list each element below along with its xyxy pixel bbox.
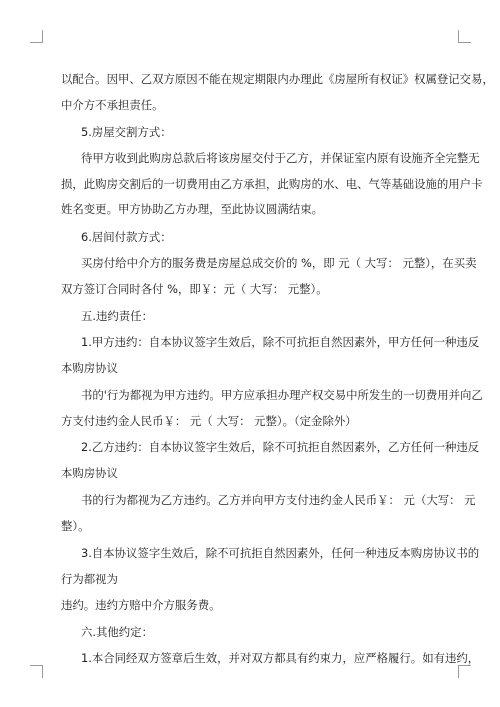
paragraph-line: 方支付违约金人民币￥： 元（ 大写： 元整）。（定金除外） <box>61 414 357 428</box>
paragraph-line: 本购房协议 <box>61 466 118 480</box>
paragraph-line: 买房付给中介方的服务费是房屋总成交价的 %，即 元（ 大写： 元整），在买卖 <box>81 256 477 270</box>
paragraph-line: 本购房协议 <box>61 361 118 375</box>
crop-mark-top-left <box>30 30 43 43</box>
section-heading: 5.房屋交割方式： <box>81 125 172 139</box>
paragraph-line: 违约。违约方赔中介方服务费。 <box>61 598 221 612</box>
crop-mark-bottom-left <box>30 665 43 678</box>
crop-mark-top-right <box>458 30 471 43</box>
paragraph-line: 中介方不承担责任。 <box>61 98 164 112</box>
section-heading: 五.违约责任： <box>81 309 153 323</box>
paragraph-line: 以配合。因甲、乙双方原因不能在规定期限内办理此《房屋所有权证》权属登记交易， <box>61 72 494 86</box>
crop-mark-bottom-right <box>458 665 471 678</box>
paragraph-line: 行为都视为 <box>61 572 118 586</box>
paragraph-line: 书的'行为都视为甲方违约。甲方应承担办理产权交易中所发生的一切费用并向乙 <box>81 388 483 402</box>
paragraph-line: 1.甲方违约：自本协议签字生效后，除不可抗拒自然因素外，甲方任何一种违反 <box>81 335 480 349</box>
section-heading: 6.居间付款方式： <box>81 230 172 244</box>
paragraph-line: 2.乙方违约：自本协议签字生效后，除不可抗拒自然因素外，乙方任何一种违反 <box>81 440 480 454</box>
paragraph-line: 待甲方收到此购房总款后将该房屋交付于乙方，并保证室内原有设施齐全完整无 <box>81 151 480 165</box>
paragraph-line: 损，此购房交割后的一切费用由乙方承担，此购房的水、电、气等基础设施的用户卡 <box>61 177 483 191</box>
paragraph-line: 姓名变更。甲方协助乙方办理，至此协议圆满结束。 <box>61 202 323 216</box>
paragraph-line: 整）。 <box>61 519 90 533</box>
paragraph-line: 3.自本协议签字生效后，除不可抗拒自然因素外，任何一种违反本购房协议书的 <box>81 546 480 560</box>
paragraph-line: 1.本合同经双方签章后生效，并对双方都具有约束力，应严格履行。如有违约， <box>81 651 480 665</box>
section-heading: 六.其他约定： <box>81 625 153 639</box>
paragraph-line: 双方签订合同时各付 %，即￥：元（ 大写： 元整）。 <box>61 282 328 296</box>
paragraph-line: 书的行为都视为乙方违约。乙方并向甲方支付违约金人民币￥： 元（大写： 元 <box>81 493 476 507</box>
